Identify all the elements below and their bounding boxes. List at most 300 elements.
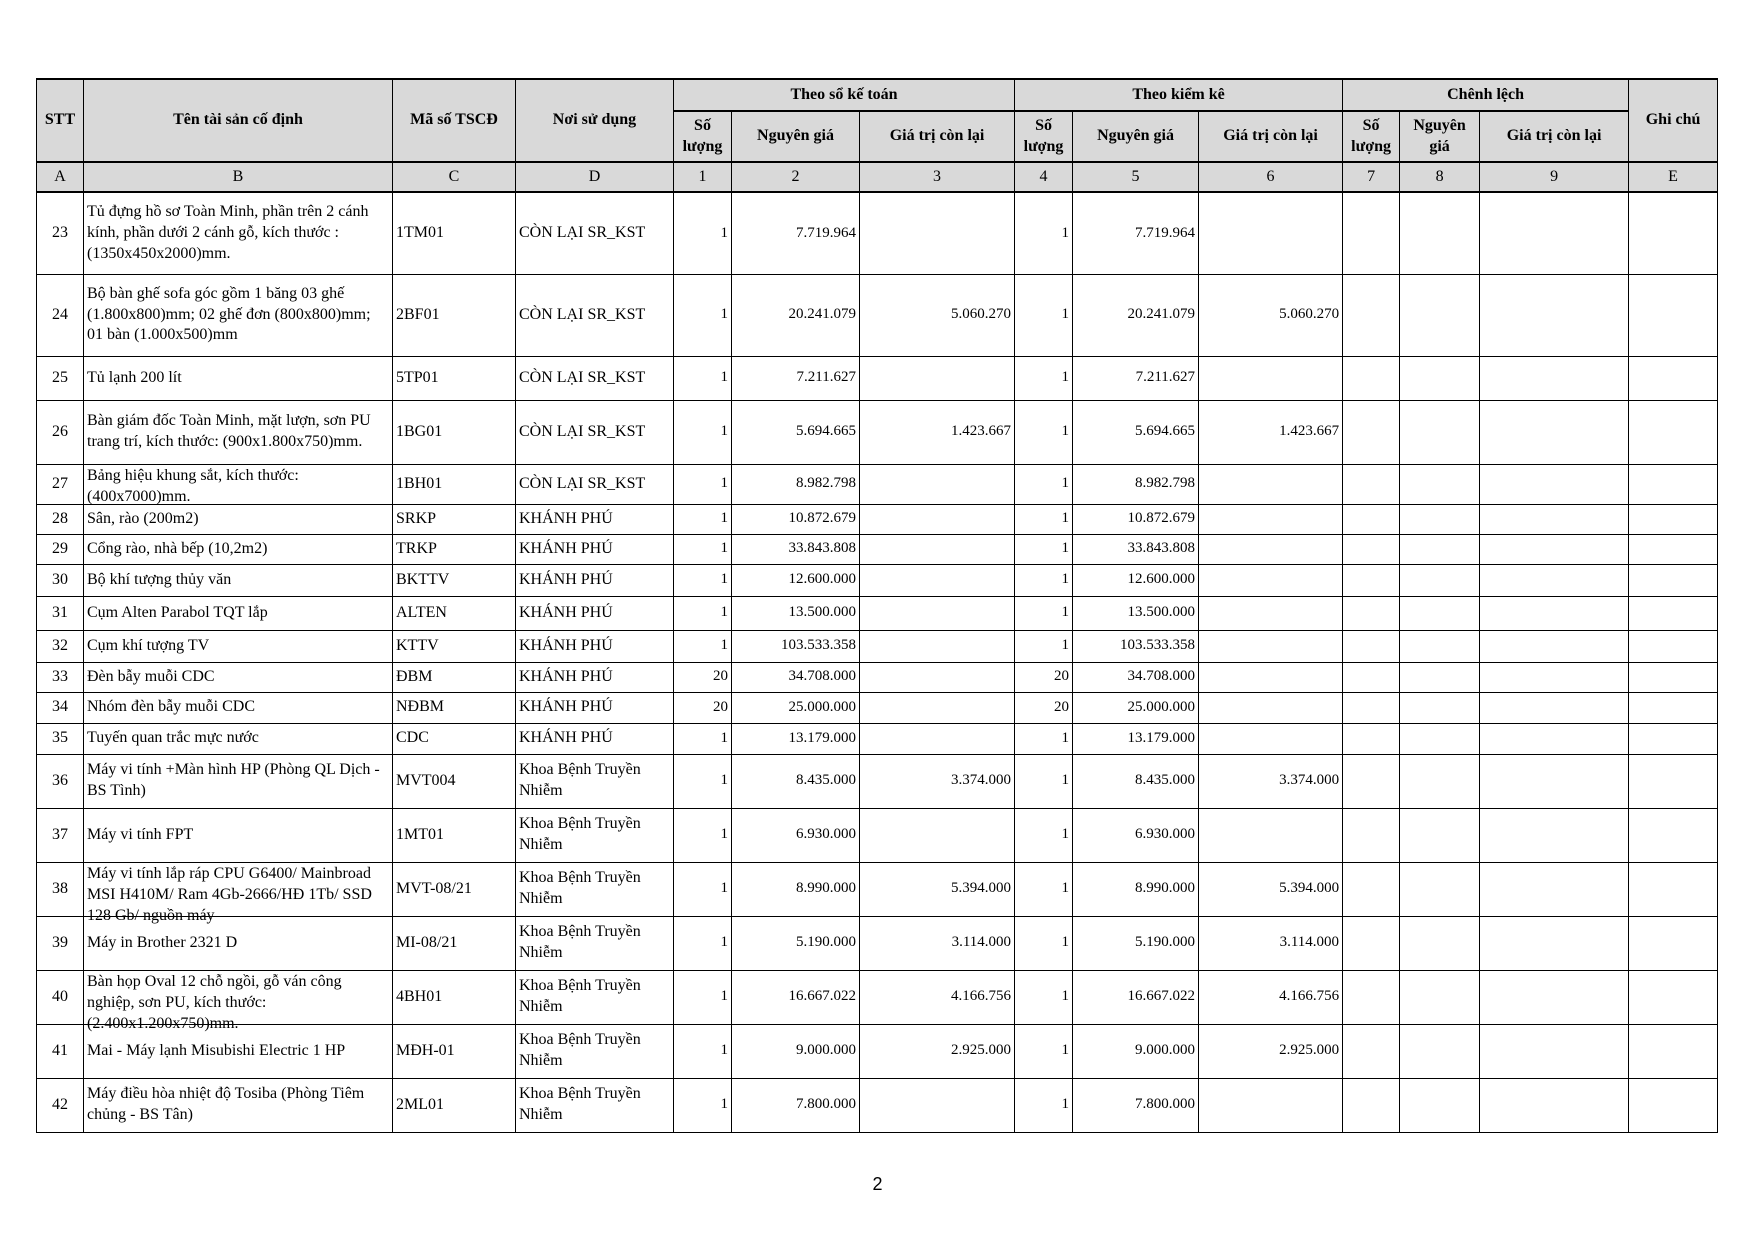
cell-price-inventory-text: 5.190.000 bbox=[1135, 934, 1196, 951]
cell-qty-accounting-text: 20 bbox=[713, 668, 728, 685]
cell-price-accounting-text: 8.435.000 bbox=[796, 772, 856, 789]
header-note: Ghi chú bbox=[1629, 79, 1718, 162]
cell-qty-accounting bbox=[674, 504, 732, 534]
cell-qty-inventory bbox=[1015, 356, 1073, 400]
cell-asset-code bbox=[393, 400, 516, 464]
table-row bbox=[37, 723, 1718, 754]
cell-place-of-use bbox=[516, 970, 674, 1024]
cell-stt-text: 24 bbox=[52, 305, 68, 323]
cell-stt-text: 29 bbox=[52, 539, 68, 557]
table-row bbox=[37, 1078, 1718, 1132]
cell-remaining-accounting bbox=[860, 862, 1015, 916]
cell-asset-name-text: Máy vi tính lắp ráp CPU G6400/ Mainbroad MSI H410M/ Ram 4Gb-2666/HĐ 1Tb/ SSD 128 Gb/ nguồn máy bbox=[87, 865, 372, 924]
cell-asset-code-text: MI-08/21 bbox=[396, 933, 458, 951]
cell-qty-accounting bbox=[674, 662, 732, 692]
cell-remaining-accounting bbox=[860, 692, 1015, 723]
cell-place-of-use bbox=[516, 464, 674, 504]
cell-note bbox=[1629, 1024, 1718, 1078]
cell-asset-code-text: MĐH-01 bbox=[396, 1041, 455, 1059]
cell-qty-accounting bbox=[674, 630, 732, 662]
cell-stt bbox=[37, 192, 84, 274]
cell-asset-code bbox=[393, 1078, 516, 1132]
table-row bbox=[37, 274, 1718, 356]
cell-price-accounting bbox=[732, 970, 860, 1024]
cell-price-inventory-text: 8.435.000 bbox=[1135, 772, 1196, 789]
cell-qty-inventory bbox=[1015, 723, 1073, 754]
cell-qty-inventory-text: 20 bbox=[1054, 668, 1070, 685]
cell-price-inventory-text: 7.211.627 bbox=[1135, 369, 1196, 386]
cell-asset-code-text: CDC bbox=[396, 729, 429, 747]
cell-remaining-difference bbox=[1480, 754, 1629, 808]
cell-asset-code-text: KTTV bbox=[396, 636, 439, 654]
cell-price-accounting-text: 33.843.808 bbox=[788, 540, 856, 557]
cell-asset-code bbox=[393, 1024, 516, 1078]
cell-place-of-use-text: Khoa Bệnh Truyền Nhiễm bbox=[519, 869, 641, 907]
cell-stt-text: 40 bbox=[52, 987, 68, 1005]
cell-stt-text: 23 bbox=[52, 223, 68, 241]
column-letter: 3 bbox=[860, 162, 1015, 192]
cell-remaining-inventory bbox=[1199, 662, 1343, 692]
cell-asset-code bbox=[393, 192, 516, 274]
cell-place-of-use bbox=[516, 596, 674, 630]
cell-qty-inventory-text: 1 bbox=[1061, 510, 1070, 527]
cell-stt bbox=[37, 400, 84, 464]
cell-stt-text: 31 bbox=[52, 603, 68, 621]
cell-place-of-use-text: Khoa Bệnh Truyền Nhiễm bbox=[519, 1031, 641, 1069]
header-stt: STT bbox=[37, 79, 84, 162]
cell-qty-accounting-text: 1 bbox=[720, 224, 728, 241]
cell-qty-inventory bbox=[1015, 1078, 1073, 1132]
cell-qty-difference bbox=[1343, 723, 1400, 754]
cell-stt bbox=[37, 916, 84, 970]
cell-qty-inventory-text: 1 bbox=[1061, 772, 1070, 789]
cell-stt-text: 37 bbox=[52, 825, 68, 843]
cell-price-difference bbox=[1400, 754, 1480, 808]
cell-price-inventory-text: 16.667.022 bbox=[1127, 988, 1196, 1005]
cell-price-inventory bbox=[1073, 400, 1199, 464]
cell-place-of-use bbox=[516, 192, 674, 274]
cell-place-of-use bbox=[516, 862, 674, 916]
cell-asset-code-text: 1TM01 bbox=[396, 223, 444, 241]
cell-remaining-accounting bbox=[860, 723, 1015, 754]
cell-price-accounting bbox=[732, 862, 860, 916]
cell-qty-inventory-text: 1 bbox=[1061, 1096, 1070, 1113]
cell-stt-text: 27 bbox=[52, 474, 68, 492]
cell-asset-code-text: MVT004 bbox=[396, 771, 456, 789]
cell-remaining-difference bbox=[1480, 723, 1629, 754]
cell-price-inventory-text: 7.800.000 bbox=[1135, 1096, 1196, 1113]
cell-asset-code bbox=[393, 723, 516, 754]
column-letter: C bbox=[393, 162, 516, 192]
cell-asset-name-text: Cổng rào, nhà bếp (10,2m2) bbox=[87, 539, 268, 557]
cell-remaining-inventory bbox=[1199, 400, 1343, 464]
cell-stt bbox=[37, 596, 84, 630]
cell-qty-difference bbox=[1343, 1024, 1400, 1078]
cell-qty-difference bbox=[1343, 808, 1400, 862]
cell-remaining-difference bbox=[1480, 692, 1629, 723]
cell-asset-name-text: Tủ đựng hồ sơ Toàn Minh, phần trên 2 cánh kính, phần dưới 2 cánh gỗ, kích thước : (1350x450x2000)mm. bbox=[87, 203, 369, 262]
cell-asset-name-text: Sân, rào (200m2) bbox=[87, 509, 199, 527]
header-group-accounting: Theo sổ kế toán bbox=[674, 79, 1015, 111]
cell-remaining-accounting bbox=[860, 1024, 1015, 1078]
cell-remaining-inventory bbox=[1199, 596, 1343, 630]
cell-place-of-use-text: KHÁNH PHÚ bbox=[519, 603, 613, 621]
cell-qty-accounting-text: 1 bbox=[720, 423, 728, 440]
table-header bbox=[37, 79, 1718, 192]
cell-stt-text: 32 bbox=[52, 636, 68, 654]
cell-stt bbox=[37, 723, 84, 754]
cell-place-of-use bbox=[516, 1078, 674, 1132]
cell-price-accounting-text: 8.982.798 bbox=[796, 475, 856, 492]
cell-remaining-difference bbox=[1480, 356, 1629, 400]
cell-note bbox=[1629, 534, 1718, 564]
cell-note bbox=[1629, 630, 1718, 662]
cell-price-difference bbox=[1400, 192, 1480, 274]
cell-qty-accounting bbox=[674, 1024, 732, 1078]
cell-qty-accounting bbox=[674, 862, 732, 916]
cell-stt-text: 42 bbox=[52, 1095, 68, 1113]
cell-remaining-inventory bbox=[1199, 808, 1343, 862]
cell-asset-code bbox=[393, 754, 516, 808]
cell-qty-inventory bbox=[1015, 504, 1073, 534]
cell-price-inventory bbox=[1073, 564, 1199, 596]
cell-qty-accounting-text: 1 bbox=[720, 1096, 728, 1113]
cell-price-accounting bbox=[732, 596, 860, 630]
cell-asset-name-text: Mai - Máy lạnh Misubishi Electric 1 HP bbox=[87, 1041, 346, 1059]
cell-price-accounting bbox=[732, 400, 860, 464]
cell-qty-inventory-text: 1 bbox=[1061, 934, 1070, 951]
cell-price-inventory-text: 9.000.000 bbox=[1135, 1042, 1196, 1059]
cell-qty-accounting bbox=[674, 464, 732, 504]
cell-remaining-accounting bbox=[860, 630, 1015, 662]
cell-remaining-accounting bbox=[860, 534, 1015, 564]
cell-price-inventory bbox=[1073, 1078, 1199, 1132]
cell-price-accounting bbox=[732, 916, 860, 970]
table-row bbox=[37, 464, 1718, 504]
cell-price-accounting bbox=[732, 356, 860, 400]
cell-price-accounting bbox=[732, 1078, 860, 1132]
cell-asset-name-text: Cụm khí tượng TV bbox=[87, 636, 210, 654]
cell-asset-name bbox=[84, 630, 393, 662]
cell-price-inventory bbox=[1073, 192, 1199, 274]
cell-remaining-accounting-text: 3.374.000 bbox=[951, 772, 1012, 789]
cell-remaining-inventory-text: 4.166.756 bbox=[1279, 988, 1340, 1005]
cell-asset-name-text: Bàn giám đốc Toàn Minh, mặt lượn, sơn PU trang trí, kích thước: (900x1.800x750)mm. bbox=[87, 412, 371, 450]
cell-price-accounting-text: 12.600.000 bbox=[788, 571, 856, 588]
column-letter: 6 bbox=[1199, 162, 1343, 192]
cell-price-accounting-text: 103.533.358 bbox=[781, 637, 856, 654]
cell-stt bbox=[37, 692, 84, 723]
cell-price-accounting bbox=[732, 1024, 860, 1078]
table-row bbox=[37, 692, 1718, 723]
cell-qty-inventory-text: 1 bbox=[1061, 604, 1070, 621]
cell-asset-code bbox=[393, 692, 516, 723]
cell-asset-name bbox=[84, 754, 393, 808]
cell-qty-accounting bbox=[674, 1078, 732, 1132]
cell-price-difference bbox=[1400, 400, 1480, 464]
cell-qty-inventory bbox=[1015, 534, 1073, 564]
cell-price-inventory bbox=[1073, 504, 1199, 534]
cell-price-accounting-text: 7.800.000 bbox=[796, 1096, 856, 1113]
cell-place-of-use bbox=[516, 916, 674, 970]
cell-place-of-use bbox=[516, 808, 674, 862]
cell-price-difference bbox=[1400, 1078, 1480, 1132]
cell-asset-name bbox=[84, 808, 393, 862]
cell-price-accounting-text: 34.708.000 bbox=[788, 668, 856, 685]
cell-remaining-difference bbox=[1480, 274, 1629, 356]
cell-remaining-accounting-text: 5.394.000 bbox=[951, 880, 1012, 897]
cell-price-accounting-text: 6.930.000 bbox=[796, 826, 856, 843]
cell-remaining-difference bbox=[1480, 916, 1629, 970]
cell-asset-name-text: Đèn bẫy muỗi CDC bbox=[87, 667, 215, 685]
cell-asset-code bbox=[393, 862, 516, 916]
table-row bbox=[37, 596, 1718, 630]
cell-asset-code bbox=[393, 274, 516, 356]
cell-place-of-use-text: Khoa Bệnh Truyền Nhiễm bbox=[519, 761, 641, 799]
cell-price-accounting-text: 20.241.079 bbox=[788, 306, 856, 323]
cell-remaining-accounting-text: 4.166.756 bbox=[951, 988, 1012, 1005]
cell-qty-accounting bbox=[674, 564, 732, 596]
header-qty-difference: Số lượng bbox=[1343, 111, 1400, 162]
cell-qty-difference bbox=[1343, 662, 1400, 692]
cell-asset-code bbox=[393, 630, 516, 662]
cell-asset-name bbox=[84, 1078, 393, 1132]
cell-asset-name bbox=[84, 464, 393, 504]
cell-price-difference bbox=[1400, 808, 1480, 862]
cell-qty-accounting bbox=[674, 692, 732, 723]
cell-asset-name bbox=[84, 504, 393, 534]
cell-price-difference bbox=[1400, 274, 1480, 356]
cell-qty-inventory bbox=[1015, 1024, 1073, 1078]
cell-remaining-inventory-text: 1.423.667 bbox=[1279, 423, 1340, 440]
cell-qty-inventory-text: 1 bbox=[1061, 571, 1070, 588]
cell-qty-difference bbox=[1343, 630, 1400, 662]
cell-asset-code-text: 1BH01 bbox=[396, 474, 443, 492]
cell-asset-code-text: 4BH01 bbox=[396, 987, 443, 1005]
cell-qty-accounting bbox=[674, 596, 732, 630]
cell-place-of-use-text: KHÁNH PHÚ bbox=[519, 570, 613, 588]
cell-asset-name bbox=[84, 970, 393, 1032]
cell-remaining-accounting bbox=[860, 662, 1015, 692]
cell-qty-inventory-text: 1 bbox=[1061, 637, 1070, 654]
column-letter-row bbox=[37, 162, 1718, 192]
table-body bbox=[37, 192, 1718, 1132]
cell-remaining-accounting-text: 5.060.270 bbox=[951, 306, 1012, 323]
table-row bbox=[37, 400, 1718, 464]
cell-place-of-use-text: Khoa Bệnh Truyền Nhiễm bbox=[519, 923, 641, 961]
cell-qty-accounting-text: 1 bbox=[720, 510, 728, 527]
cell-remaining-accounting bbox=[860, 808, 1015, 862]
cell-remaining-difference bbox=[1480, 400, 1629, 464]
cell-asset-name bbox=[84, 692, 393, 723]
cell-price-inventory bbox=[1073, 723, 1199, 754]
cell-price-difference bbox=[1400, 464, 1480, 504]
cell-remaining-inventory-text: 5.060.270 bbox=[1279, 306, 1340, 323]
cell-asset-code-text: MVT-08/21 bbox=[396, 879, 472, 897]
cell-asset-name-text: Bộ khí tượng thủy văn bbox=[87, 570, 232, 588]
cell-remaining-accounting bbox=[860, 916, 1015, 970]
cell-price-accounting-text: 5.694.665 bbox=[796, 423, 856, 440]
cell-price-accounting-text: 25.000.000 bbox=[788, 698, 856, 715]
cell-qty-inventory-text: 20 bbox=[1054, 698, 1070, 715]
cell-asset-name bbox=[84, 564, 393, 596]
cell-asset-code bbox=[393, 916, 516, 970]
cell-price-difference bbox=[1400, 356, 1480, 400]
cell-qty-inventory bbox=[1015, 192, 1073, 274]
header-remaining-accounting: Giá trị còn lại bbox=[860, 111, 1015, 162]
cell-place-of-use-text: CÒN LẠI SR_KST bbox=[519, 474, 646, 492]
cell-remaining-difference bbox=[1480, 534, 1629, 564]
cell-stt bbox=[37, 356, 84, 400]
cell-place-of-use-text: Khoa Bệnh Truyền Nhiễm bbox=[519, 1085, 641, 1123]
cell-qty-difference bbox=[1343, 692, 1400, 723]
cell-asset-code bbox=[393, 356, 516, 400]
cell-qty-accounting bbox=[674, 970, 732, 1024]
cell-qty-difference bbox=[1343, 274, 1400, 356]
cell-remaining-accounting bbox=[860, 504, 1015, 534]
cell-stt bbox=[37, 1078, 84, 1132]
cell-place-of-use-text: KHÁNH PHÚ bbox=[519, 539, 613, 557]
cell-price-inventory bbox=[1073, 692, 1199, 723]
table-row bbox=[37, 662, 1718, 692]
cell-place-of-use bbox=[516, 400, 674, 464]
cell-stt bbox=[37, 754, 84, 808]
cell-price-accounting bbox=[732, 464, 860, 504]
cell-price-inventory bbox=[1073, 662, 1199, 692]
cell-price-inventory-text: 13.179.000 bbox=[1127, 729, 1196, 746]
cell-remaining-inventory-text: 2.925.000 bbox=[1279, 1042, 1340, 1059]
cell-price-inventory-text: 20.241.079 bbox=[1127, 306, 1196, 323]
cell-asset-code bbox=[393, 564, 516, 596]
cell-qty-inventory bbox=[1015, 754, 1073, 808]
table-row bbox=[37, 630, 1718, 662]
cell-asset-code bbox=[393, 808, 516, 862]
cell-stt bbox=[37, 808, 84, 862]
cell-qty-inventory bbox=[1015, 400, 1073, 464]
cell-note bbox=[1629, 274, 1718, 356]
cell-price-inventory-text: 6.930.000 bbox=[1135, 826, 1196, 843]
cell-price-difference bbox=[1400, 534, 1480, 564]
cell-remaining-difference bbox=[1480, 662, 1629, 692]
cell-qty-accounting-text: 1 bbox=[720, 540, 728, 557]
asset-inventory-table bbox=[36, 78, 1718, 1133]
cell-note bbox=[1629, 564, 1718, 596]
cell-asset-name-text: Tủ lạnh 200 lít bbox=[87, 368, 182, 386]
cell-price-inventory-text: 103.533.358 bbox=[1120, 637, 1196, 654]
header-price-inventory: Nguyên giá bbox=[1073, 111, 1199, 162]
cell-price-accounting bbox=[732, 723, 860, 754]
cell-remaining-inventory bbox=[1199, 192, 1343, 274]
cell-note bbox=[1629, 356, 1718, 400]
cell-qty-accounting-text: 1 bbox=[720, 1042, 728, 1059]
table-row bbox=[37, 1024, 1718, 1078]
cell-remaining-inventory bbox=[1199, 916, 1343, 970]
cell-remaining-inventory bbox=[1199, 274, 1343, 356]
cell-asset-name-text: Bàn họp Oval 12 chỗ ngồi, gỗ ván công nghiệp, sơn PU, kích thước: (2.400x1.200x750)mm. bbox=[87, 973, 342, 1032]
cell-stt-text: 34 bbox=[52, 698, 68, 716]
cell-place-of-use-text: Khoa Bệnh Truyền Nhiễm bbox=[519, 815, 641, 853]
cell-stt-text: 25 bbox=[52, 368, 68, 386]
cell-asset-name-text: Nhóm đèn bẫy muỗi CDC bbox=[87, 698, 255, 716]
cell-qty-difference bbox=[1343, 356, 1400, 400]
cell-asset-code-text: BKTTV bbox=[396, 570, 450, 588]
cell-remaining-inventory bbox=[1199, 534, 1343, 564]
cell-place-of-use bbox=[516, 564, 674, 596]
cell-remaining-accounting bbox=[860, 356, 1015, 400]
cell-price-inventory-text: 10.872.679 bbox=[1127, 510, 1196, 527]
cell-remaining-difference bbox=[1480, 1078, 1629, 1132]
cell-place-of-use-text: KHÁNH PHÚ bbox=[519, 509, 613, 527]
column-letter: D bbox=[516, 162, 674, 192]
cell-stt bbox=[37, 662, 84, 692]
cell-price-difference bbox=[1400, 596, 1480, 630]
cell-price-accounting bbox=[732, 692, 860, 723]
column-letter: 7 bbox=[1343, 162, 1400, 192]
cell-price-inventory bbox=[1073, 534, 1199, 564]
cell-remaining-difference bbox=[1480, 1024, 1629, 1078]
cell-qty-inventory bbox=[1015, 274, 1073, 356]
cell-price-inventory bbox=[1073, 274, 1199, 356]
cell-remaining-inventory bbox=[1199, 692, 1343, 723]
cell-note bbox=[1629, 692, 1718, 723]
cell-price-inventory-text: 34.708.000 bbox=[1127, 668, 1196, 685]
cell-remaining-accounting bbox=[860, 596, 1015, 630]
cell-price-inventory-text: 8.982.798 bbox=[1135, 475, 1196, 492]
cell-price-difference bbox=[1400, 916, 1480, 970]
cell-qty-accounting-text: 1 bbox=[720, 880, 728, 897]
cell-price-inventory bbox=[1073, 596, 1199, 630]
cell-stt bbox=[37, 504, 84, 534]
table-row bbox=[37, 916, 1718, 970]
cell-qty-accounting bbox=[674, 916, 732, 970]
cell-place-of-use bbox=[516, 274, 674, 356]
cell-asset-code-text: 1BG01 bbox=[396, 422, 443, 440]
cell-remaining-accounting bbox=[860, 564, 1015, 596]
header-place-of-use: Nơi sử dụng bbox=[516, 79, 674, 162]
cell-stt bbox=[37, 630, 84, 662]
cell-remaining-inventory-text: 5.394.000 bbox=[1279, 880, 1340, 897]
cell-stt-text: 39 bbox=[52, 933, 68, 951]
cell-qty-difference bbox=[1343, 464, 1400, 504]
cell-place-of-use bbox=[516, 1024, 674, 1078]
cell-price-difference bbox=[1400, 662, 1480, 692]
cell-place-of-use bbox=[516, 723, 674, 754]
cell-stt-text: 26 bbox=[52, 422, 68, 440]
cell-note bbox=[1629, 662, 1718, 692]
cell-stt bbox=[37, 464, 84, 504]
cell-place-of-use bbox=[516, 662, 674, 692]
cell-asset-name-text: Cụm Alten Parabol TQT lắp bbox=[87, 603, 268, 621]
cell-note bbox=[1629, 400, 1718, 464]
cell-price-inventory bbox=[1073, 464, 1199, 504]
cell-remaining-accounting bbox=[860, 274, 1015, 356]
cell-remaining-inventory bbox=[1199, 1024, 1343, 1078]
cell-place-of-use-text: KHÁNH PHÚ bbox=[519, 667, 613, 685]
cell-stt bbox=[37, 274, 84, 356]
cell-qty-accounting-text: 1 bbox=[720, 369, 728, 386]
cell-price-accounting-text: 7.719.964 bbox=[796, 224, 856, 241]
column-letter: 9 bbox=[1480, 162, 1629, 192]
cell-asset-code bbox=[393, 970, 516, 1024]
header-price-accounting: Nguyên giá bbox=[732, 111, 860, 162]
cell-note bbox=[1629, 596, 1718, 630]
cell-price-difference bbox=[1400, 692, 1480, 723]
cell-asset-name bbox=[84, 723, 393, 754]
cell-asset-code bbox=[393, 534, 516, 564]
cell-asset-code-text: 1MT01 bbox=[396, 825, 444, 843]
cell-price-inventory bbox=[1073, 862, 1199, 916]
cell-qty-inventory bbox=[1015, 630, 1073, 662]
